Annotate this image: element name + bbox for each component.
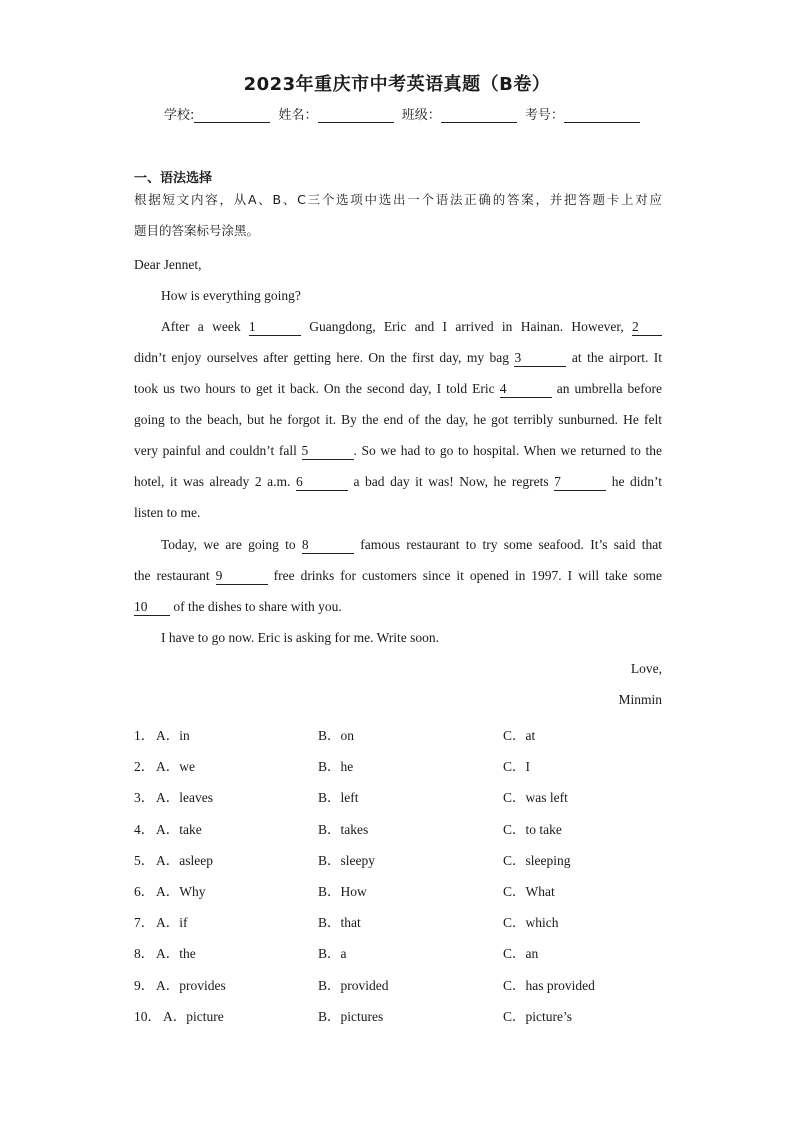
question-number: 4． xyxy=(134,822,155,837)
student-info-row xyxy=(164,104,644,123)
text-run: an umbrella before xyxy=(556,381,663,396)
letter-signature: Minmin xyxy=(618,692,662,707)
question-number: 10． xyxy=(134,1009,161,1024)
text-run: he didn’t xyxy=(611,474,663,489)
page-title: 2023年重庆市中考英语真题（B卷） xyxy=(243,74,551,95)
text-run: took us two hours to get it back. On the second day, I told Eric xyxy=(134,381,495,396)
text-run: Today, we are going to xyxy=(161,537,296,552)
class-label: 班级： xyxy=(401,108,441,123)
option-a[interactable]: A．provides xyxy=(156,978,226,993)
p1-line-7: listen to me. xyxy=(134,505,201,520)
option-c[interactable]: C．has provided xyxy=(503,978,595,993)
number-label: 考号： xyxy=(524,108,564,123)
option-b[interactable]: B．provided xyxy=(318,978,389,993)
option-a[interactable]: A．in xyxy=(156,728,190,743)
blank-7: 7 xyxy=(554,475,606,491)
option-a[interactable]: A．take xyxy=(156,822,202,837)
option-b[interactable]: B．left xyxy=(318,790,359,805)
option-c[interactable]: C．was left xyxy=(503,790,568,805)
p1-line-4: going to the beach, but he forgot it. By the end of the day, he got terribly sunburned. He felt xyxy=(134,412,662,427)
option-b[interactable]: B．How xyxy=(318,884,367,899)
option-b[interactable]: B．takes xyxy=(318,822,369,837)
option-b[interactable]: B．he xyxy=(318,759,354,774)
text-run: the restaurant xyxy=(134,568,210,583)
letter-closing: Love, xyxy=(630,661,662,676)
p2-line-1 xyxy=(134,537,662,554)
option-c[interactable]: C．which xyxy=(503,915,559,930)
option-c[interactable]: C．sleeping xyxy=(503,853,571,868)
letter-greeting: Dear Jennet, xyxy=(134,257,202,272)
option-c[interactable]: C．an xyxy=(503,946,539,961)
option-b[interactable]: B．sleepy xyxy=(318,853,375,868)
name-label: 姓名： xyxy=(278,108,318,123)
option-a[interactable]: A．we xyxy=(156,759,195,774)
option-c[interactable]: C．I xyxy=(503,759,530,774)
text-run: didn’t enjoy ourselves after getting here. On the first day, my bag xyxy=(134,350,510,365)
blank-8: 8 xyxy=(302,538,354,554)
blank-4: 4 xyxy=(500,382,552,398)
question-number: 2． xyxy=(134,759,155,774)
blank-9: 9 xyxy=(216,569,268,585)
option-a[interactable]: A．the xyxy=(156,946,196,961)
p1-line-6 xyxy=(134,474,662,491)
instruction-line-1: 根据短文内容，从A、B、C三个选项中选出一个语法正确的答案，并把答题卡上对应 xyxy=(134,192,662,207)
letter-opening: How is everything going? xyxy=(161,288,301,303)
blank-1: 1 xyxy=(249,320,301,336)
option-a[interactable]: A．if xyxy=(156,915,188,930)
p2-line-3 xyxy=(134,599,662,616)
option-a[interactable]: A．picture xyxy=(163,1009,224,1024)
option-c[interactable]: C．to take xyxy=(503,822,562,837)
blank-5: 5 xyxy=(302,444,354,460)
p1-line-1 xyxy=(134,319,662,336)
name-blank[interactable] xyxy=(318,108,394,123)
text-run: free drinks for customers since it opened in 1997. I will take some xyxy=(273,568,662,583)
p2-line-2 xyxy=(134,568,662,585)
blank-10: 10 xyxy=(134,600,170,616)
question-number: 1． xyxy=(134,728,155,743)
text-run: of the dishes to share with you. xyxy=(173,599,342,614)
question-number: 6． xyxy=(134,884,155,899)
option-a[interactable]: A．Why xyxy=(156,884,206,899)
text-run: Guangdong, Eric and I arrived in Hainan. However, xyxy=(309,319,624,334)
p3-line: I have to go now. Eric is asking for me. Write soon. xyxy=(161,630,440,645)
option-c[interactable]: C．What xyxy=(503,884,555,899)
instruction-line-2: 题目的答案标号涂黑。 xyxy=(134,223,260,238)
blank-6: 6 xyxy=(296,475,348,491)
option-c[interactable]: C．at xyxy=(503,728,536,743)
option-b[interactable]: B．on xyxy=(318,728,355,743)
option-c[interactable]: C．picture’s xyxy=(503,1009,572,1024)
text-run: hotel, it was already 2 a.m. xyxy=(134,474,291,489)
text-run: at the airport. It xyxy=(571,350,663,365)
text-run: famous restaurant to try some seafood. It’s said that xyxy=(360,537,662,552)
option-a[interactable]: A．asleep xyxy=(156,853,213,868)
number-blank[interactable] xyxy=(564,108,640,123)
question-number: 5． xyxy=(134,853,155,868)
question-number: 3． xyxy=(134,790,155,805)
option-b[interactable]: B．a xyxy=(318,946,347,961)
p1-line-3 xyxy=(134,381,662,398)
text-run: . So we had to go to hospital. When we returned to the xyxy=(353,443,662,458)
school-label: 学校: xyxy=(164,108,195,123)
school-blank[interactable] xyxy=(194,108,270,123)
question-number: 9． xyxy=(134,978,155,993)
blank-3: 3 xyxy=(514,351,566,367)
blank-2: 2 xyxy=(632,320,662,336)
option-b[interactable]: B．pictures xyxy=(318,1009,384,1024)
text-run: After a week xyxy=(161,319,241,334)
p1-line-5 xyxy=(134,443,662,460)
option-a[interactable]: A．leaves xyxy=(156,790,213,805)
section-heading: 一、语法选择 xyxy=(134,171,213,186)
p1-line-2 xyxy=(134,350,662,367)
question-number: 8． xyxy=(134,946,155,961)
text-run: a bad day it was! Now, he regrets xyxy=(353,474,549,489)
question-number: 7． xyxy=(134,915,155,930)
class-blank[interactable] xyxy=(441,108,517,123)
option-b[interactable]: B．that xyxy=(318,915,361,930)
text-run: very painful and couldn’t fall xyxy=(134,443,297,458)
